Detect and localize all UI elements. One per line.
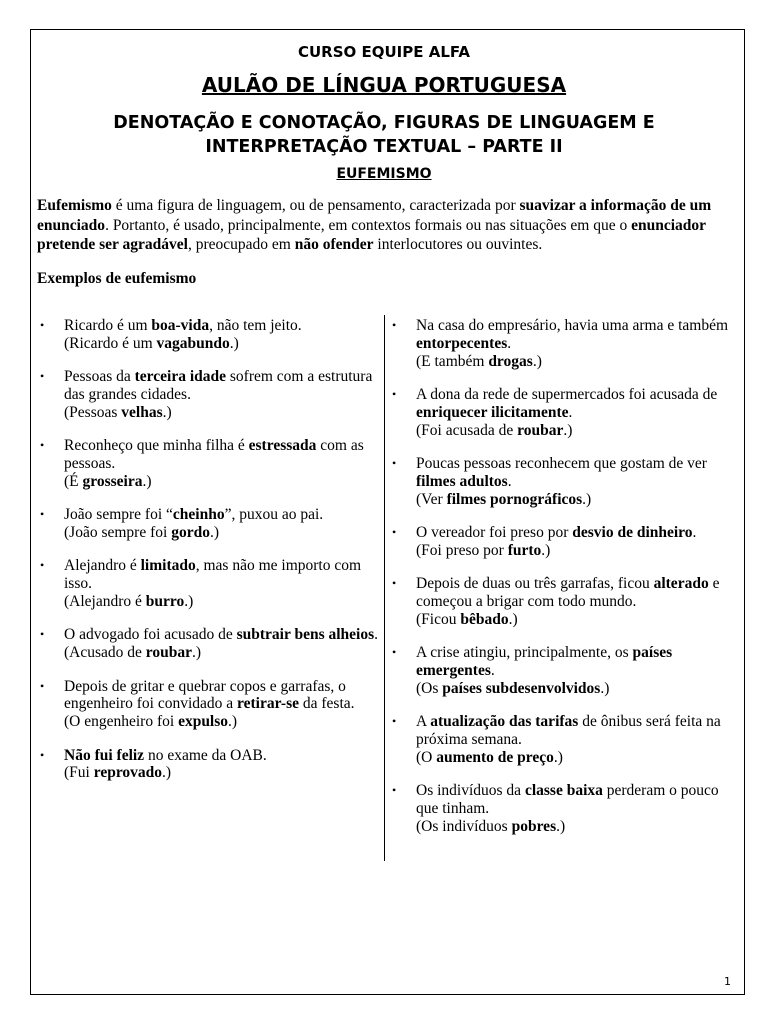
bullet-icon: • (392, 783, 397, 798)
intro-bold-text: Eufemismo (37, 197, 112, 214)
example-text: e começou a brigar com todo mundo. (416, 575, 720, 610)
example-text: . (374, 626, 379, 644)
euphemism-bold-text: aumento de preço (436, 748, 554, 766)
example-text: .) (532, 352, 542, 370)
example-item (40, 368, 380, 421)
example-text: (Alejandro é (64, 592, 146, 610)
example-sentence (416, 644, 732, 680)
example-text: (O (416, 748, 437, 766)
example-meaning (416, 491, 732, 509)
example-text: , mas não me importo com isso. (64, 557, 362, 593)
example-text: A dona da rede de supermercados foi acusada de (416, 385, 718, 403)
example-text: Depois de gritar e quebrar copos e garrafas, o engenheiro foi convidado a (64, 677, 346, 713)
example-text: . (507, 334, 512, 352)
example-text: .) (142, 472, 152, 490)
example-text: Na casa do empresário, havia uma arma e também (416, 317, 729, 334)
example-text: A crise atingiu, principalmente, os (416, 644, 633, 662)
bullet-icon: • (392, 645, 397, 660)
example-text: O vereador foi preso por (416, 523, 573, 541)
bullet-icon: • (40, 678, 45, 693)
example-sentence (64, 678, 380, 714)
intro-text: interlocutores ou ouvintes. (373, 236, 543, 253)
example-text: Ricardo é um (64, 317, 152, 334)
example-meaning (416, 353, 732, 371)
bullet-icon: • (40, 558, 45, 573)
euphemism-bold-text: terceira idade (134, 368, 226, 386)
example-text: no exame da OAB. (144, 746, 267, 764)
example-item (40, 317, 380, 353)
example-meaning (416, 680, 732, 698)
example-text: . (568, 403, 573, 421)
example-sentence (416, 386, 732, 422)
example-text: (Fui (64, 764, 94, 782)
example-text: (Ricardo é um (64, 334, 157, 352)
example-sentence (64, 368, 380, 404)
example-text: .) (541, 541, 551, 559)
course-name: CURSO EQUIPE ALFA (297, 43, 471, 61)
bullet-icon: • (392, 455, 397, 470)
intro-bold-text: não ofender (294, 236, 374, 253)
example-text: da festa. (299, 695, 355, 713)
example-text: Reconheço que minha filha é (64, 437, 249, 455)
bullet-icon: • (392, 318, 397, 332)
intro-paragraph (37, 196, 727, 255)
example-text: (Foi preso por (416, 541, 508, 559)
euphemism-bold-text: subtrair bens alheios (236, 626, 375, 644)
euphemism-bold-text: Não fui feliz (64, 746, 145, 764)
example-text: sofrem com a estrutura das grandes cidades. (64, 368, 373, 403)
example-text: .) (229, 334, 239, 352)
example-meaning (64, 713, 380, 731)
column-divider (384, 315, 385, 861)
example-text: .) (563, 421, 573, 439)
example-item (40, 557, 380, 610)
example-item (40, 678, 380, 731)
section-heading-text: EUFEMISMO (336, 166, 432, 182)
example-meaning (416, 422, 732, 440)
example-text: . (490, 661, 495, 679)
bullet-icon: • (40, 507, 45, 522)
example-text: .) (209, 523, 219, 541)
example-text: João sempre foi “ (64, 506, 173, 524)
euphemism-bold-text: vagabundo (156, 334, 230, 352)
example-text: . (692, 523, 697, 541)
examples-right-column (392, 317, 732, 851)
example-text: (O engenheiro foi (64, 713, 179, 731)
page-title-text: AULÃO DE LÍNGUA PORTUGUESA (201, 73, 567, 97)
euphemism-bold-text: drogas (488, 352, 533, 370)
example-meaning (64, 335, 380, 353)
euphemism-bold-text: classe baixa (524, 782, 603, 800)
example-item (392, 644, 732, 697)
bullet-icon: • (392, 386, 397, 401)
example-text: (Foi acusada de (416, 421, 518, 439)
example-item (392, 782, 732, 835)
euphemism-bold-text: boa-vida (151, 317, 210, 334)
example-sentence (416, 524, 732, 542)
example-sentence (64, 747, 380, 765)
subtitle-line-2: INTERPRETAÇÃO TEXTUAL – PARTE II (205, 137, 563, 157)
euphemism-bold-text: entorpecentes (416, 334, 508, 352)
example-text: .) (508, 610, 518, 628)
example-sentence (64, 626, 380, 644)
example-sentence (64, 557, 380, 593)
example-text: de ônibus será feita na próxima semana. (416, 713, 721, 748)
euphemism-bold-text: gordo (171, 523, 210, 541)
example-sentence (416, 575, 732, 611)
example-sentence (416, 455, 732, 491)
example-text: O advogado foi acusado de (64, 626, 237, 644)
example-text: perderam o pouco que tinham. (416, 782, 719, 817)
example-text: Pessoas da (64, 368, 135, 386)
euphemism-bold-text: limitado (140, 557, 196, 575)
euphemism-bold-text: filmes pornográficos (446, 490, 583, 508)
example-text: .) (582, 490, 592, 508)
example-text: (Pessoas (64, 403, 122, 421)
example-text: Depois de duas ou três garrafas, ficou (416, 575, 654, 593)
example-text: .) (162, 764, 172, 782)
euphemism-bold-text: enriquecer ilicitamente (416, 403, 569, 421)
example-meaning (416, 611, 732, 629)
section-heading (0, 166, 768, 182)
example-text: .) (192, 644, 202, 662)
example-item (392, 317, 732, 370)
example-text: , não tem jeito. (209, 317, 302, 334)
euphemism-bold-text: bêbado (460, 610, 509, 628)
euphemism-bold-text: grosseira (82, 472, 143, 490)
example-text: (E também (416, 352, 489, 370)
example-sentence (416, 713, 732, 749)
intro-text: é uma figura de linguagem, ou de pensamento, caracterizada por (111, 197, 520, 214)
example-text: .) (228, 713, 238, 731)
euphemism-bold-text: desvio de dinheiro (572, 523, 693, 541)
example-item (392, 713, 732, 766)
bullet-icon: • (40, 747, 45, 762)
example-text: .) (553, 748, 563, 766)
example-meaning (64, 404, 380, 422)
examples-left-column (40, 317, 380, 798)
example-item (40, 506, 380, 542)
euphemism-bold-text: pobres (511, 817, 557, 835)
example-text: .) (184, 592, 194, 610)
example-meaning (416, 818, 732, 836)
example-text: . (507, 472, 512, 490)
euphemism-bold-text: burro (145, 592, 185, 610)
bullet-icon: • (392, 576, 397, 591)
example-sentence (64, 317, 380, 335)
subtitle-line-1: DENOTAÇÃO E CONOTAÇÃO, FIGURAS DE LINGUAGEM E (113, 113, 655, 133)
example-text: (Ficou (416, 610, 461, 628)
euphemism-bold-text: cheinho (172, 506, 225, 524)
example-text: .) (162, 403, 172, 421)
example-text: Alejandro é (64, 557, 141, 575)
example-item (40, 747, 380, 783)
example-text: .) (556, 817, 566, 835)
example-sentence (416, 317, 732, 353)
bullet-icon: • (40, 318, 45, 332)
example-item (392, 386, 732, 439)
example-item (392, 455, 732, 508)
page-number: 1 (724, 975, 731, 988)
example-sentence (64, 506, 380, 524)
intro-bold-text: enunciador pretende ser agradável (37, 216, 706, 253)
bullet-icon: • (40, 627, 45, 642)
euphemism-bold-text: países subdesenvolvidos (442, 679, 601, 697)
euphemism-bold-text: alterado (653, 575, 709, 593)
example-item (40, 437, 380, 490)
euphemism-bold-text: retirar-se (237, 695, 299, 713)
examples-heading: Exemplos de eufemismo (37, 270, 197, 287)
example-text: (Ver (416, 490, 447, 508)
euphemism-bold-text: países emergentes (416, 644, 673, 679)
example-sentence (416, 782, 732, 818)
example-meaning (64, 593, 380, 611)
example-text: (Os indivíduos (416, 817, 512, 835)
example-text: com as pessoas. (64, 437, 364, 472)
euphemism-bold-text: estressada (248, 437, 317, 455)
example-meaning (64, 524, 380, 542)
example-text: A (416, 713, 431, 731)
intro-text: . Portanto, é usado, principalmente, em contextos formais ou nas situações em que o (105, 216, 632, 234)
example-item (40, 626, 380, 662)
euphemism-bold-text: roubar (145, 644, 193, 662)
example-item (392, 575, 732, 628)
page-subtitle (0, 111, 768, 159)
bullet-icon: • (40, 369, 45, 384)
bullet-icon: • (392, 524, 397, 539)
example-meaning (416, 749, 732, 767)
euphemism-bold-text: velhas (121, 403, 163, 421)
bullet-icon: • (40, 438, 45, 453)
example-meaning (64, 473, 380, 491)
example-text: (João sempre foi (64, 523, 172, 541)
intro-bold-text: suavizar a informação de um enunciado (37, 197, 712, 234)
example-text: Os indivíduos da (416, 782, 525, 800)
euphemism-bold-text: roubar (517, 421, 564, 439)
example-meaning (64, 644, 380, 662)
example-meaning (416, 542, 732, 560)
euphemism-bold-text: atualização das tarifas (430, 713, 579, 731)
bullet-icon: • (392, 714, 397, 729)
example-text: Poucas pessoas reconhecem que gostam de ver (416, 454, 707, 472)
example-text: (Os (416, 679, 443, 697)
example-text: .) (600, 679, 610, 697)
euphemism-bold-text: furto (507, 541, 542, 559)
example-item (392, 524, 732, 560)
example-sentence (64, 437, 380, 473)
example-text: ”, puxou ao pai. (224, 506, 324, 524)
page-title (0, 73, 768, 97)
example-text: (É (64, 472, 83, 490)
euphemism-bold-text: expulso (178, 713, 229, 731)
euphemism-bold-text: reprovado (93, 764, 163, 782)
example-text: (Acusado de (64, 644, 146, 662)
euphemism-bold-text: filmes adultos (416, 472, 508, 490)
intro-text: , preocupado em (187, 236, 295, 253)
example-meaning (64, 764, 380, 782)
